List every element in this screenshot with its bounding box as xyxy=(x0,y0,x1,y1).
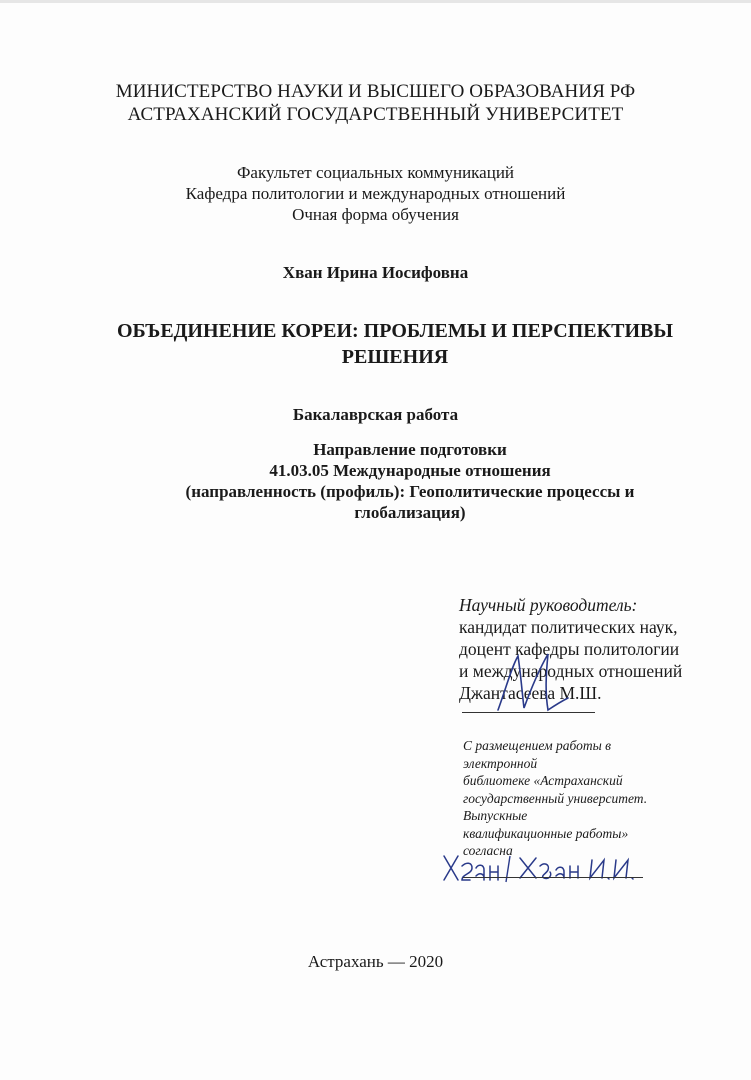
city-year: Астрахань — 2020 xyxy=(307,952,444,971)
faculty-line-2: Кафедра политологии и международных отношений xyxy=(185,184,566,203)
consent-line-2: электронной xyxy=(463,755,538,771)
faculty-block xyxy=(0,162,751,225)
consent-line-3: библиотеке «Астраханский xyxy=(463,773,623,788)
thesis-title xyxy=(95,318,695,370)
supervisor-role: Научный руководитель: xyxy=(459,595,638,615)
direction-block xyxy=(150,439,670,523)
consent-line-5: Выпускные xyxy=(463,808,528,823)
consent-block xyxy=(463,737,693,860)
scan-edge xyxy=(0,0,751,3)
author-name: Хван Ирина Иосифовна xyxy=(282,263,469,282)
consent-signature-line xyxy=(463,877,643,878)
ministry-line-1: МИНИСТЕРСТВО НАУКИ И ВЫСШЕГО ОБРАЗОВАНИЯ РФ xyxy=(115,81,636,102)
consent-line-1: С размещением работы в xyxy=(463,738,612,753)
direction-line-2: 41.03.05 Международные отношения xyxy=(269,461,551,480)
supervisor-name: Джантасеева М.Ш. xyxy=(459,683,602,703)
supervisor-line-2: доцент кафедры политологии xyxy=(459,639,680,659)
supervisor-line-3: и международных отношений xyxy=(459,661,683,681)
consent-line-7: согласна xyxy=(463,843,513,858)
title-line-1: ОБЪЕДИНЕНИЕ КОРЕИ: ПРОБЛЕМЫ И ПЕРСПЕКТИВЫ xyxy=(117,320,673,342)
direction-line-3: (направленность (профиль): Геополитические процессы и xyxy=(185,482,635,501)
direction-line-4: глобализация) xyxy=(354,503,466,522)
work-type: Бакалаврская работа xyxy=(292,405,459,424)
ministry-line-2: АСТРАХАНСКИЙ ГОСУДАРСТВЕННЫЙ УНИВЕРСИТЕТ xyxy=(127,104,624,125)
author-handwritten-signature xyxy=(440,846,650,886)
title-line-2: РЕШЕНИЯ xyxy=(341,346,449,368)
faculty-line-3: Очная форма обучения xyxy=(292,205,459,224)
consent-line-4: государственный университет. xyxy=(463,790,648,806)
supervisor-signature-line xyxy=(462,712,595,713)
direction-line-1: Направление подготовки xyxy=(313,440,507,459)
faculty-line-1: Факультет социальных коммуникаций xyxy=(236,163,515,182)
consent-line-6: квалификационные работы» xyxy=(463,825,629,841)
ministry-header xyxy=(0,80,751,126)
supervisor-line-1: кандидат политических наук, xyxy=(459,617,678,637)
